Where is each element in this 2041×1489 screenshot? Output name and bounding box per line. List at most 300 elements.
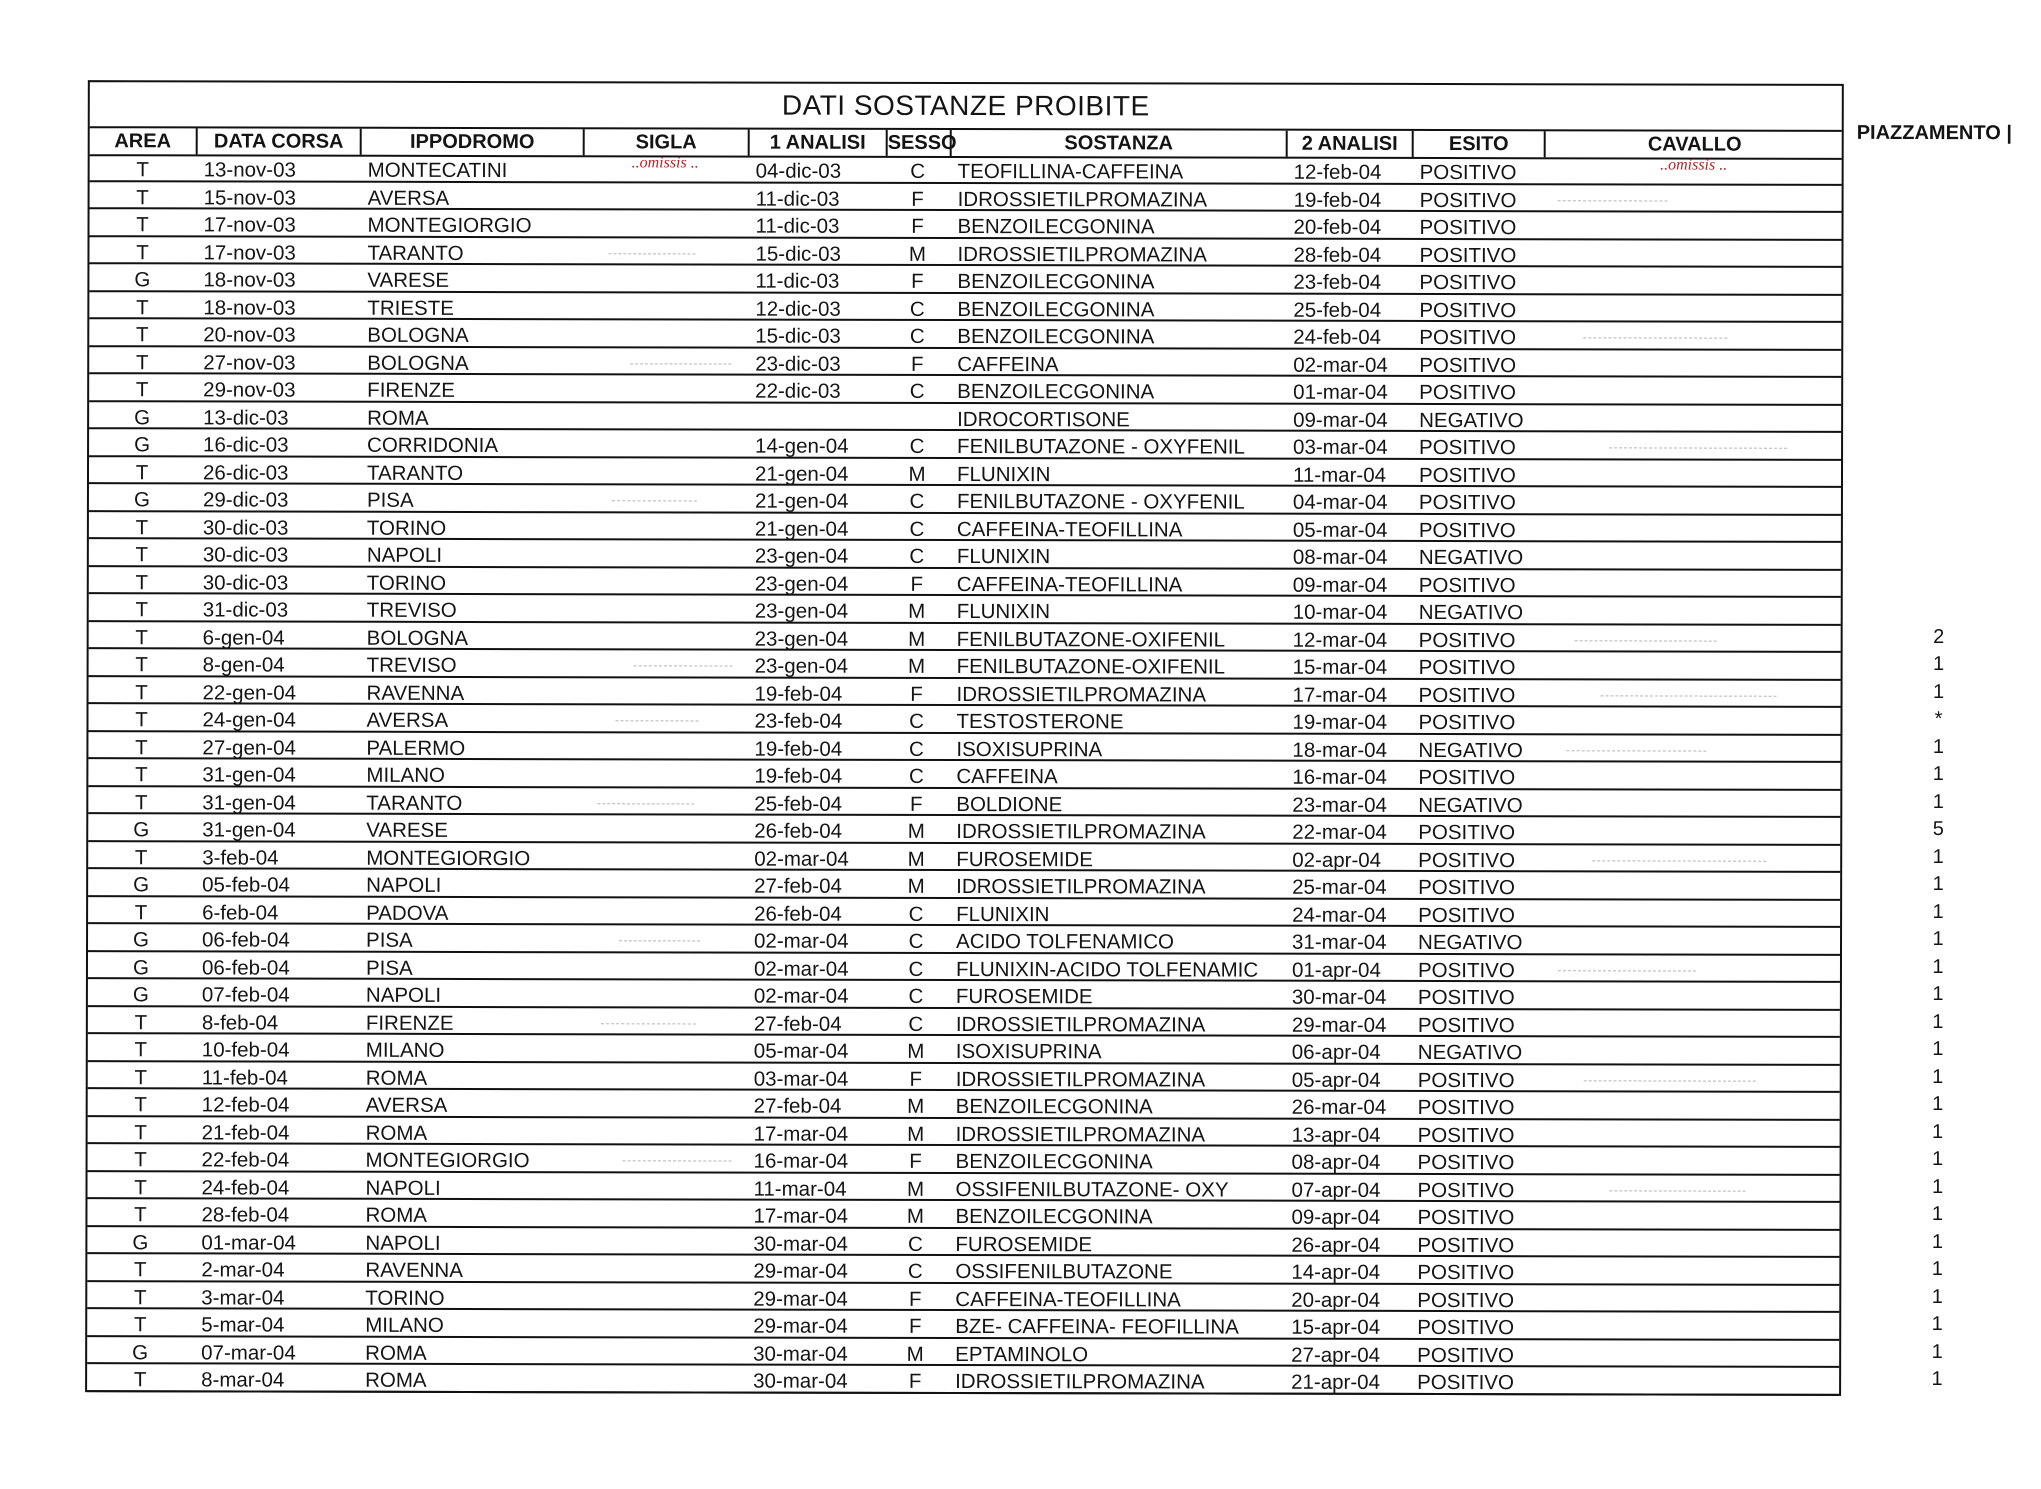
esito-cell: NEGATIVO bbox=[1419, 542, 1543, 567]
data-cell: 29-dic-03 bbox=[203, 484, 359, 509]
table-row bbox=[89, 319, 1841, 350]
sostanza-cell: FUROSEMIDE bbox=[955, 1229, 1283, 1255]
esito-cell: POSITIVO bbox=[1419, 294, 1543, 319]
table-row bbox=[90, 154, 1842, 185]
analisi2-cell: 15-apr-04 bbox=[1291, 1312, 1409, 1337]
esito-cell: POSITIVO bbox=[1420, 157, 1544, 182]
area-cell: T bbox=[89, 677, 195, 702]
area-cell: G bbox=[88, 979, 194, 1004]
esito-cell: POSITIVO bbox=[1420, 184, 1544, 209]
data-cell: 22-gen-04 bbox=[203, 677, 359, 702]
area-cell: T bbox=[89, 347, 195, 372]
analisi1-cell: 19-feb-04 bbox=[755, 678, 885, 703]
analisi2-cell: 25-feb-04 bbox=[1293, 294, 1411, 319]
analisi1-cell: 02-mar-04 bbox=[754, 981, 884, 1006]
analisi2-cell: 23-mar-04 bbox=[1292, 789, 1410, 814]
area-cell: T bbox=[88, 1007, 194, 1032]
area-cell: T bbox=[89, 567, 195, 592]
area-cell: T bbox=[89, 319, 195, 344]
analisi2-cell: 04-mar-04 bbox=[1293, 487, 1411, 512]
table-row bbox=[89, 622, 1841, 653]
ippodromo-cell: NAPOLI bbox=[366, 980, 581, 1005]
sesso-cell: M bbox=[884, 1091, 948, 1116]
table-row bbox=[88, 1117, 1840, 1148]
esito-cell: POSITIVO bbox=[1419, 514, 1543, 539]
analisi1-cell: 11-mar-04 bbox=[753, 1173, 883, 1198]
sesso-cell: C bbox=[885, 541, 949, 566]
analisi2-cell: 18-mar-04 bbox=[1292, 734, 1410, 759]
analisi1-cell: 23-gen-04 bbox=[755, 541, 885, 566]
ippodromo-cell: RAVENNA bbox=[365, 1255, 580, 1280]
piazzamento-label: PIAZZAMENTO bbox=[1857, 122, 2001, 144]
area-cell: G bbox=[89, 264, 195, 289]
table-row bbox=[88, 787, 1840, 818]
sesso-cell: M bbox=[885, 623, 949, 648]
esito-cell: POSITIVO bbox=[1418, 1064, 1542, 1089]
data-cell: 10-feb-04 bbox=[202, 1034, 358, 1059]
esito-cell: POSITIVO bbox=[1419, 377, 1543, 402]
sesso-cell: M bbox=[884, 1118, 948, 1143]
data-cell: 31-dic-03 bbox=[203, 594, 359, 619]
esito-cell: POSITIVO bbox=[1418, 982, 1542, 1007]
data-cell: 3-mar-04 bbox=[201, 1282, 357, 1307]
esito-cell: NEGATIVO bbox=[1418, 1037, 1542, 1062]
esito-cell: POSITIVO bbox=[1419, 322, 1543, 347]
sostanza-cell: IDROSSIETILPROMAZINA bbox=[956, 816, 1284, 842]
esito-cell: POSITIVO bbox=[1418, 1119, 1542, 1144]
sostanza-cell: BENZOILECGONINA bbox=[958, 211, 1286, 237]
esito-cell: POSITIVO bbox=[1417, 1174, 1541, 1199]
data-cell: 11-feb-04 bbox=[202, 1062, 358, 1087]
esito-cell: POSITIVO bbox=[1419, 349, 1543, 374]
analisi1-cell: 23-feb-04 bbox=[754, 706, 884, 731]
analisi1-cell: 03-mar-04 bbox=[754, 1063, 884, 1088]
analisi2-cell: 02-mar-04 bbox=[1293, 349, 1411, 374]
redaction-smudge bbox=[1583, 337, 1727, 339]
ippodromo-cell: MONTECATINI bbox=[368, 155, 583, 180]
analisi2-cell: 09-apr-04 bbox=[1291, 1202, 1409, 1227]
redaction-smudge bbox=[1575, 640, 1717, 642]
esito-cell: POSITIVO bbox=[1417, 1367, 1541, 1392]
data-cell: 2-mar-04 bbox=[201, 1254, 357, 1279]
cavallo-header: CAVALLO bbox=[1544, 131, 1844, 158]
table-row bbox=[89, 292, 1841, 323]
ippodromo-cell: MILANO bbox=[366, 1035, 581, 1060]
analisi2-cell: 05-mar-04 bbox=[1293, 514, 1411, 539]
sostanza-cell: IDROSSIETILPROMAZINA bbox=[957, 679, 1285, 705]
sostanza-cell: ISOXISUPRINA bbox=[956, 734, 1284, 760]
analisi2-cell: 16-mar-04 bbox=[1292, 762, 1410, 787]
ippodromo-cell: TRIESTE bbox=[367, 292, 582, 317]
table-row bbox=[89, 539, 1841, 570]
sostanza-cell: IDROSSIETILPROMAZINA bbox=[956, 1009, 1284, 1035]
table-row bbox=[89, 649, 1841, 680]
analisi1-cell: 16-mar-04 bbox=[754, 1146, 884, 1171]
table-row bbox=[89, 347, 1841, 378]
sesso-cell: C bbox=[885, 486, 949, 511]
redaction-smudge bbox=[1584, 1080, 1756, 1082]
analisi2-cell: 19-feb-04 bbox=[1294, 184, 1412, 209]
analisi2-cell: 01-apr-04 bbox=[1292, 954, 1410, 979]
analisi1-cell: 21-gen-04 bbox=[755, 513, 885, 538]
table-row bbox=[87, 1309, 1839, 1340]
sesso-cell: C bbox=[884, 926, 948, 951]
analisi1-cell: 29-mar-04 bbox=[753, 1311, 883, 1336]
analisi1-cell: 15-dic-03 bbox=[755, 238, 885, 263]
redaction-smudge bbox=[608, 253, 695, 255]
table-row bbox=[90, 182, 1842, 213]
sostanza-cell: IDROSSIETILPROMAZINA bbox=[956, 871, 1284, 897]
ippodromo-cell: MONTEGIORGIO bbox=[368, 210, 583, 235]
ippodromo-cell: ROMA bbox=[366, 1062, 581, 1087]
table-row bbox=[89, 429, 1841, 460]
piazzamento-header bbox=[1857, 122, 2012, 145]
sostanza-cell: BENZOILECGONINA bbox=[957, 266, 1285, 292]
sesso-cell: F bbox=[886, 211, 950, 236]
table-row bbox=[89, 512, 1841, 543]
table-row bbox=[88, 704, 1840, 735]
data-cell: 15-nov-03 bbox=[204, 182, 360, 207]
analisi2-cell: 06-apr-04 bbox=[1292, 1037, 1410, 1062]
analisi2-cell: 20-feb-04 bbox=[1294, 212, 1412, 237]
sostanza-cell: FENILBUTAZONE-OXIFENIL bbox=[957, 624, 1285, 650]
sostanza-cell: TEOFILLINA-CAFFEINA bbox=[958, 156, 1286, 182]
piazzamento-value: 1 bbox=[1917, 1341, 1957, 1364]
area-cell: G bbox=[89, 484, 195, 509]
esito-cell: POSITIVO bbox=[1420, 212, 1544, 237]
analisi2-cell: 08-apr-04 bbox=[1292, 1147, 1410, 1172]
area-cell: T bbox=[88, 732, 194, 757]
table-row bbox=[88, 1089, 1840, 1120]
sostanza-cell: BENZOILECGONINA bbox=[957, 376, 1285, 402]
redaction-smudge bbox=[1610, 1190, 1746, 1192]
esito-cell: POSITIVO bbox=[1418, 817, 1542, 842]
sostanza-cell: BENZOILECGONINA bbox=[957, 294, 1285, 320]
data-cell: 30-dic-03 bbox=[203, 539, 359, 564]
sostanza-cell: FENILBUTAZONE - OXYFENIL bbox=[957, 486, 1285, 512]
sesso-cell: M bbox=[884, 816, 948, 841]
sesso-cell: C bbox=[883, 1228, 947, 1253]
analisi1-cell: 11-dic-03 bbox=[756, 211, 886, 236]
sesso-cell: M bbox=[885, 458, 949, 483]
esito-header: ESITO bbox=[1412, 131, 1544, 157]
table-row bbox=[90, 209, 1842, 240]
ippodromo-cell: VARESE bbox=[366, 815, 581, 840]
analisi2-cell: 25-mar-04 bbox=[1292, 872, 1410, 897]
piazzamento-value: 1 bbox=[1918, 763, 1958, 786]
sesso-cell: F bbox=[884, 788, 948, 813]
sostanza-cell: BOLDIONE bbox=[956, 789, 1284, 815]
data-cell: 12-feb-04 bbox=[202, 1089, 358, 1114]
area-cell: T bbox=[90, 209, 196, 234]
sesso-cell: C bbox=[886, 156, 950, 181]
ippodromo-cell: RAVENNA bbox=[367, 677, 582, 702]
ippodromo-cell: AVERSA bbox=[366, 1090, 581, 1115]
analisi2-cell: 15-mar-04 bbox=[1293, 652, 1411, 677]
piazzamento-value: 1 bbox=[1917, 1286, 1957, 1309]
redaction-smudge bbox=[630, 363, 731, 365]
ippodromo-cell: ROMA bbox=[366, 1117, 581, 1142]
table-row bbox=[89, 457, 1841, 488]
data-corsa-header: DATA CORSA bbox=[196, 128, 360, 154]
table-row bbox=[89, 237, 1841, 268]
ippodromo-cell: TARANTO bbox=[366, 787, 581, 812]
analisi1-cell: 17-mar-04 bbox=[754, 1118, 884, 1143]
sostanza-header: SOSTANZA bbox=[950, 130, 1286, 157]
sesso-cell: M bbox=[885, 596, 949, 621]
ippodromo-cell: FIRENZE bbox=[366, 1007, 581, 1032]
analisi2-cell: 09-mar-04 bbox=[1293, 404, 1411, 429]
sostanza-cell: IDROCORTISONE bbox=[957, 404, 1285, 430]
ippodromo-cell: NAPOLI bbox=[365, 1227, 580, 1252]
redaction-smudge bbox=[1566, 750, 1706, 752]
analisi1-cell: 21-gen-04 bbox=[755, 486, 885, 511]
esito-cell: POSITIVO bbox=[1417, 1284, 1541, 1309]
esito-cell: POSITIVO bbox=[1417, 1339, 1541, 1364]
area-cell: T bbox=[88, 1117, 194, 1142]
area-cell: T bbox=[88, 897, 194, 922]
area-cell: T bbox=[89, 649, 195, 674]
sesso-cell: F bbox=[883, 1366, 947, 1391]
analisi2-cell: 12-mar-04 bbox=[1293, 624, 1411, 649]
data-cell: 8-feb-04 bbox=[202, 1007, 358, 1032]
redaction-smudge bbox=[1558, 970, 1696, 972]
table-row bbox=[88, 842, 1840, 873]
area-cell: T bbox=[89, 512, 195, 537]
area-cell: T bbox=[87, 1364, 193, 1389]
analisi2-cell: 26-apr-04 bbox=[1291, 1229, 1409, 1254]
sostanza-cell: EPTAMINOLO bbox=[955, 1339, 1283, 1365]
piazzamento-value: 5 bbox=[1918, 818, 1958, 841]
sesso-cell: F bbox=[885, 678, 949, 703]
data-cell: 18-nov-03 bbox=[203, 264, 359, 289]
sesso-cell: C bbox=[884, 981, 948, 1006]
data-cell: 20-nov-03 bbox=[203, 319, 359, 344]
area-cell: T bbox=[89, 237, 195, 262]
piazzamento-value: 1 bbox=[1917, 1368, 1957, 1391]
cavallo-cell: ..omissis .. bbox=[1544, 157, 1844, 183]
analisi1-cell: 27-feb-04 bbox=[754, 1091, 884, 1116]
sesso-cell: M bbox=[883, 1338, 947, 1363]
sostanza-cell: CAFFEINA bbox=[957, 349, 1285, 375]
table-row bbox=[88, 1034, 1840, 1065]
data-cell: 8-mar-04 bbox=[201, 1364, 357, 1389]
area-cell: T bbox=[88, 842, 194, 867]
data-cell: 18-nov-03 bbox=[203, 292, 359, 317]
analisi2-cell: 11-mar-04 bbox=[1293, 459, 1411, 484]
sesso-cell: C bbox=[884, 953, 948, 978]
analisi1-cell: 14-gen-04 bbox=[755, 431, 885, 456]
sostanza-cell: FLUNIXIN bbox=[956, 899, 1284, 925]
piazzamento-value: 1 bbox=[1918, 1093, 1958, 1116]
substances-table bbox=[85, 80, 1844, 1395]
ippodromo-cell: BOLOGNA bbox=[367, 347, 582, 372]
area-cell: T bbox=[89, 374, 195, 399]
esito-cell: POSITIVO bbox=[1418, 844, 1542, 869]
sostanza-cell: BENZOILECGONINA bbox=[956, 1091, 1284, 1117]
area-cell: G bbox=[87, 1337, 193, 1362]
area-header: AREA bbox=[90, 128, 196, 154]
analisi1-cell: 29-mar-04 bbox=[753, 1283, 883, 1308]
data-cell: 13-dic-03 bbox=[203, 402, 359, 427]
analisi2-cell: 20-apr-04 bbox=[1291, 1284, 1409, 1309]
table-row bbox=[89, 594, 1841, 625]
table-row bbox=[89, 402, 1841, 433]
sigla-header: SIGLA bbox=[583, 129, 748, 155]
analisi1-cell: 27-feb-04 bbox=[754, 871, 884, 896]
analisi2-cell: 08-mar-04 bbox=[1293, 542, 1411, 567]
ippodromo-cell: MILANO bbox=[366, 760, 581, 785]
ippodromo-cell: NAPOLI bbox=[366, 870, 581, 895]
ippodromo-cell: TREVISO bbox=[367, 595, 582, 620]
esito-cell: POSITIVO bbox=[1419, 679, 1543, 704]
piazzamento-value: 1 bbox=[1918, 1038, 1958, 1061]
table-row bbox=[89, 374, 1841, 405]
piazzamento-value: 1 bbox=[1918, 873, 1958, 896]
sesso-cell: C bbox=[883, 1256, 947, 1281]
analisi2-cell: 22-mar-04 bbox=[1292, 817, 1410, 842]
data-cell: 6-feb-04 bbox=[202, 897, 358, 922]
esito-cell: POSITIVO bbox=[1419, 624, 1543, 649]
table-row bbox=[88, 952, 1840, 983]
piazzamento-value: 1 bbox=[1917, 1203, 1957, 1226]
esito-cell: POSITIVO bbox=[1418, 707, 1542, 732]
sesso-cell: M bbox=[885, 238, 949, 263]
area-cell: T bbox=[88, 759, 194, 784]
esito-cell: POSITIVO bbox=[1418, 872, 1542, 897]
sostanza-cell: BZE- CAFFEINA- FEOFILLINA bbox=[955, 1311, 1283, 1337]
redaction-smudge bbox=[615, 720, 698, 722]
analisi2-cell: 12-feb-04 bbox=[1294, 157, 1412, 182]
sesso-cell: F bbox=[885, 568, 949, 593]
sesso-cell: C bbox=[885, 513, 949, 538]
sostanza-cell: BENZOILECGONINA bbox=[955, 1201, 1283, 1227]
table-row bbox=[89, 567, 1841, 598]
piazzamento-value: 1 bbox=[1917, 1258, 1957, 1281]
table-row bbox=[88, 814, 1840, 845]
area-cell: T bbox=[88, 704, 194, 729]
sostanza-cell: FENILBUTAZONE - OXYFENIL bbox=[957, 431, 1285, 457]
sostanza-cell: ACIDO TOLFENAMICO bbox=[956, 926, 1284, 952]
ippodromo-cell: PALERMO bbox=[366, 732, 581, 757]
area-cell: T bbox=[89, 594, 195, 619]
table-row bbox=[88, 869, 1840, 900]
ippodromo-cell: TARANTO bbox=[367, 457, 582, 482]
sostanza-cell: BENZOILECGONINA bbox=[957, 321, 1285, 347]
data-cell: 16-dic-03 bbox=[203, 429, 359, 454]
analisi2-cell: 19-mar-04 bbox=[1292, 707, 1410, 732]
area-cell: G bbox=[88, 814, 194, 839]
piazzamento-value: 1 bbox=[1918, 901, 1958, 924]
area-cell: G bbox=[88, 924, 194, 949]
analisi1-cell: 17-mar-04 bbox=[753, 1201, 883, 1226]
sesso-cell: F bbox=[885, 266, 949, 291]
sesso-cell: C bbox=[884, 1008, 948, 1033]
ippodromo-cell: VARESE bbox=[367, 265, 582, 290]
sostanza-cell: IDROSSIETILPROMAZINA bbox=[957, 239, 1285, 265]
ippodromo-cell: BOLOGNA bbox=[367, 320, 582, 345]
table-row bbox=[87, 1337, 1839, 1368]
area-cell: G bbox=[87, 1227, 193, 1252]
analisi2-cell: 24-feb-04 bbox=[1293, 322, 1411, 347]
table-row bbox=[87, 1282, 1839, 1313]
sostanza-cell: ISOXISUPRINA bbox=[956, 1036, 1284, 1062]
ippodromo-cell: ROMA bbox=[365, 1365, 580, 1390]
area-cell: G bbox=[88, 952, 194, 977]
ippodromo-cell: AVERSA bbox=[366, 705, 581, 730]
analisi2-cell: 10-mar-04 bbox=[1293, 597, 1411, 622]
analisi2-cell: 03-mar-04 bbox=[1293, 432, 1411, 457]
sesso-cell: C bbox=[885, 321, 949, 346]
piazzamento-value: 1 bbox=[1919, 653, 1959, 676]
sostanza-cell: TESTOSTERONE bbox=[956, 706, 1284, 732]
redaction-smudge bbox=[619, 940, 700, 942]
esito-cell: POSITIVO bbox=[1419, 652, 1543, 677]
sostanza-cell: FLUNIXIN bbox=[957, 459, 1285, 485]
sostanza-cell: IDROSSIETILPROMAZINA bbox=[956, 1064, 1284, 1090]
sesso-cell: M bbox=[884, 871, 948, 896]
redaction-smudge bbox=[634, 665, 733, 667]
sesso-cell: C bbox=[885, 293, 949, 318]
area-cell: T bbox=[87, 1172, 193, 1197]
data-cell: 24-gen-04 bbox=[202, 704, 358, 729]
data-cell: 5-mar-04 bbox=[201, 1309, 357, 1334]
piazzamento-value: 1 bbox=[1918, 956, 1958, 979]
piazzamento-value: 1 bbox=[1919, 681, 1959, 704]
piazzamento-value: 1 bbox=[1918, 1148, 1958, 1171]
analisi1-cell: 11-dic-03 bbox=[755, 266, 885, 291]
sostanza-cell: CAFFEINA-TEOFILLINA bbox=[957, 514, 1285, 540]
sostanza-cell: FLUNIXIN-ACIDO TOLFENAMIC bbox=[956, 954, 1284, 980]
sesso-header: SESSO bbox=[886, 130, 950, 156]
esito-cell: NEGATIVO bbox=[1418, 734, 1542, 759]
esito-cell: POSITIVO bbox=[1417, 1257, 1541, 1282]
table-row bbox=[88, 1007, 1840, 1038]
piazzamento-value: 1 bbox=[1918, 928, 1958, 951]
sesso-cell: C bbox=[884, 761, 948, 786]
table-row bbox=[89, 677, 1841, 708]
piazzamento-value: 1 bbox=[1917, 1176, 1957, 1199]
esito-cell: POSITIVO bbox=[1417, 1312, 1541, 1337]
analisi2-cell: 01-mar-04 bbox=[1293, 377, 1411, 402]
ippodromo-cell: ROMA bbox=[365, 1337, 580, 1362]
ippodromo-cell: TORINO bbox=[365, 1282, 580, 1307]
ippodromo-cell: BOLOGNA bbox=[367, 622, 582, 647]
analisi2-cell: 30-mar-04 bbox=[1292, 982, 1410, 1007]
sostanza-cell: FENILBUTAZONE-OXIFENIL bbox=[957, 651, 1285, 677]
data-cell: 31-gen-04 bbox=[202, 814, 358, 839]
page-title: DATI SOSTANZE PROIBITE bbox=[90, 84, 1842, 128]
area-cell: T bbox=[87, 1309, 193, 1334]
sostanza-cell: OSSIFENILBUTAZONE bbox=[955, 1256, 1283, 1282]
analisi1-cell: 27-feb-04 bbox=[754, 1008, 884, 1033]
table-row bbox=[88, 732, 1840, 763]
esito-cell: POSITIVO bbox=[1419, 569, 1543, 594]
ippodromo-cell: PADOVA bbox=[366, 897, 581, 922]
table-row bbox=[88, 759, 1840, 790]
sostanza-cell: FLUNIXIN bbox=[957, 596, 1285, 622]
data-cell: 07-feb-04 bbox=[202, 979, 358, 1004]
piazzamento-value: 1 bbox=[1918, 791, 1958, 814]
sostanza-cell: FLUNIXIN bbox=[957, 541, 1285, 567]
data-cell: 31-gen-04 bbox=[202, 759, 358, 784]
analisi2-cell: 26-mar-04 bbox=[1292, 1092, 1410, 1117]
analisi1-cell: 21-gen-04 bbox=[755, 458, 885, 483]
data-cell: 27-nov-03 bbox=[203, 347, 359, 372]
analisi1-cell: 23-gen-04 bbox=[755, 568, 885, 593]
analisi2-cell: 02-apr-04 bbox=[1292, 844, 1410, 869]
analisi2-cell: 13-apr-04 bbox=[1292, 1119, 1410, 1144]
